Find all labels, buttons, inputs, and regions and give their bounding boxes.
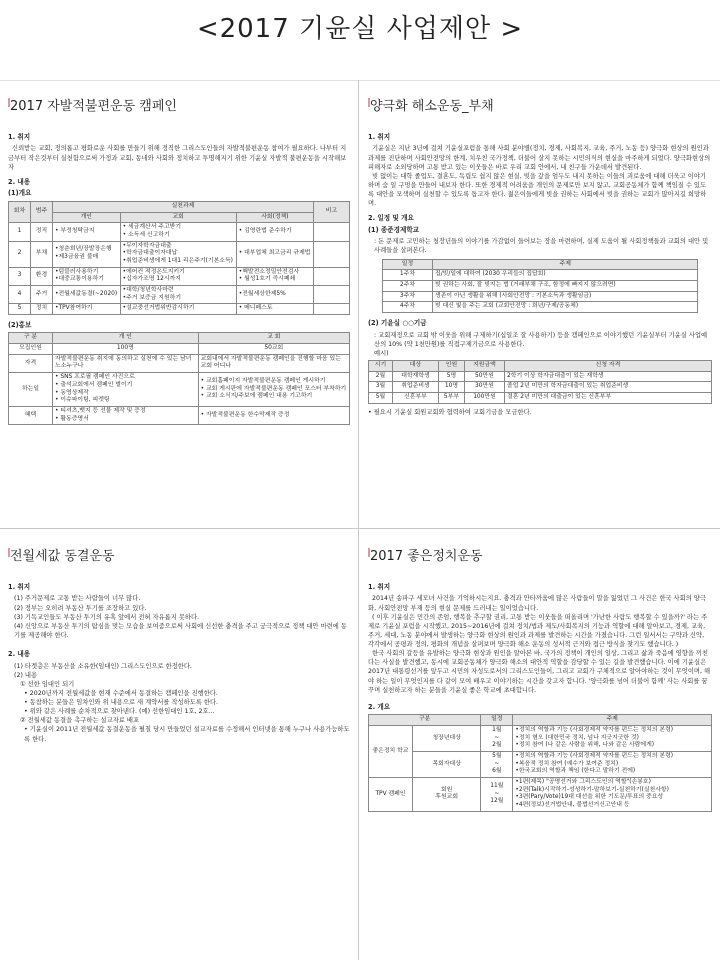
cell: 모집인원 (9, 344, 53, 355)
section-title (8, 548, 350, 567)
col-round: 회차 (9, 201, 31, 222)
cell: 3주차 (383, 291, 433, 302)
cell: • SNS 프로필 캠페인 사진으로 • 출석교회에서 캠페인 벌이기 • 동영상제작 • 이슈파이팅, 피켓팅 (53, 373, 199, 407)
section-title-text: 전월세값 동결운동 (10, 549, 115, 564)
cell: 정치 (31, 304, 53, 315)
cell: •청춘희년/장발장은행 •제3금융권 불매 (53, 241, 121, 267)
cell: 5명 (439, 371, 465, 382)
accent-mark (368, 98, 370, 107)
cell: •전월세값동결(~2020) (53, 285, 121, 303)
list-item: • 위와 같은 사례를 순차적으로 찾아낸다. (예) 선한임대인 1호, 2호... (24, 708, 215, 716)
cell: 5월 (369, 392, 393, 403)
cell: 100만원 (465, 392, 505, 403)
cell (314, 285, 350, 303)
panel-voluntary-inconvenience (8, 98, 350, 522)
cell: •전월세상한제5% (236, 285, 313, 303)
cell: 4 (9, 285, 31, 303)
purpose-text-1: 2014년 송파구 세모녀 사건을 기억하시는지요. 충격과 안타까움에 많은 사람들이 말을 잃었던 그 사건은 한국 사회의 양극화, 사회안전망 부재 등의 현실 문제를 드러내는 일이었습니다. (368, 595, 706, 612)
cell: • 티셔츠,뱃지 등 선물 제작 및 증정 • 활동증명서 (53, 406, 199, 424)
list-item: (4) 신앙으로 부동산 투기의 탐심을 멎는 모습을 보여줌으로써 사회에 신선한 충격을 주고 궁극적으로 정책 대안 마련에 동기를 제공해야 한다. (14, 622, 347, 639)
cell: •핵발전소정밀안전검사 • 월성1호기 즉시폐쇄 (236, 267, 313, 285)
heading-content: 2. 내용 (8, 177, 31, 186)
cell: 2월 (369, 371, 393, 382)
cell: 목회자대상 (413, 752, 481, 778)
table-row (9, 344, 350, 355)
cell: 2학기 이상 학자금대출이 있는 재학생 (505, 371, 712, 382)
cell: • 김영란법 준수하기 (236, 223, 313, 241)
col-period: 시기 (369, 360, 393, 371)
table-row (383, 291, 698, 302)
vertical-divider (358, 80, 359, 960)
col-note: 비고 (314, 201, 350, 222)
list-item: (3) 기독교인들도 부동산 투기의 유혹 앞에서 전혀 자유롭지 못하다. (14, 613, 200, 621)
col-topic: 주제 (433, 259, 698, 270)
cell: 10명 (439, 382, 465, 393)
heading-purpose: 1. 취지 (8, 132, 31, 141)
table-row (369, 392, 712, 403)
cell: 청장년대상 (413, 725, 481, 751)
col-church: 교회 (120, 212, 236, 223)
table-row (9, 267, 350, 285)
list-item: (1) 주거문제로 고통 받는 사람들이 너무 많다. (14, 595, 141, 603)
cell: 1주차 (383, 270, 433, 281)
cell: 50교회 (198, 344, 349, 355)
cell: 취업준비생 (393, 382, 439, 393)
cell (314, 223, 350, 241)
purpose-text-3: 한국 사회의 갈등을 유발하는 양극화 현상과 원인을 알아본 바, 국가의 정책이 개인의 일상, 그리고 삶과 죽음에 영향을 끼친다는 사실을 발견했고, 동시에 교회공동체가 양극화 해소의 대안적 역할을 감당할 수 있는 길을 발견했습니다. 이에 기윤실은 2017년 대통령선거를 앞두고 시민의 자성도로서의 그리스도인들이, 그리고 교회가 구체적으로 알아야하는 것이 무엇이며, 해야 하는 일이 무엇인지를 다 같이 모여 배우고 이야기하는 시간을 갖고자 합니다. '양극화를 넘어 더불어 함께' 사는 사회를 꿈꾸며 실천하고자 하는 분들을 기윤실 좋은 학교에 초대합니다. (368, 650, 711, 694)
cell: • 자발적불편운동 한수막제작 증정 (198, 406, 349, 424)
cell: 환경 (31, 267, 53, 285)
cell: 2 (9, 241, 31, 267)
fund-desc: : 교회재정으로 교회 밖 이웃을 위해 구제하기(십일조 잘 사용하기) 등을 캠페인으로 이야기했던 기윤실부터 기윤실 사업예산의 10% (약 1천만원)를 직접구제기금으로 사용한다. (374, 331, 708, 348)
weekly-schedule-table (382, 259, 698, 313)
section-title-text: 2017 자발적불편운동 캠페인 (10, 99, 177, 114)
col-schedule: 일정 (481, 715, 513, 726)
col-division: 구분 (369, 715, 481, 726)
cell: 1월 ~ 2월 (481, 725, 513, 751)
section-title-text: 양극화 해소운동_부채 (370, 99, 494, 114)
page-title: <2017 기윤실 사업제안 > (196, 14, 524, 44)
cell: TPV 캠페인 (369, 778, 413, 812)
table-row (369, 371, 712, 382)
section-title (368, 98, 712, 117)
col-society: 사회(정책) (236, 212, 313, 223)
list-item: ② 전월세값 동결을 촉구하는 설교자료 배포 (20, 717, 140, 725)
cell: •1편(제목) "공명선거와 그리스도인의 역할"(손봉호) •2편(Talk)시작하기-성성하기-말하보기-실천하기(실천사항) •3편(Pary/Vote)19대 대선을 위한 기도문/투표의 중요성 •4편(정보)선거법안내, 불법선거신고안내 등 (513, 778, 712, 812)
section-title (8, 98, 350, 117)
cell: 5부부 (439, 392, 465, 403)
col-division: 구 분 (9, 333, 53, 344)
cell: 회원 후원교회 (413, 778, 481, 812)
col-individual: 개인 (53, 212, 121, 223)
table-row (9, 373, 350, 407)
col-eligibility: 신청 자격 (505, 360, 712, 371)
list-item: • 2020년까지 전월세값을 현재 수준에서 동결하는 캠페인을 진행한다. (24, 689, 218, 697)
list-item: ① 선한 임대인 되기 (20, 680, 75, 688)
col-schedule: 일정 (383, 259, 433, 270)
cell: 50만원 (465, 371, 505, 382)
support-table (368, 360, 712, 404)
panel-rent-freeze (8, 548, 350, 952)
cell (314, 267, 350, 285)
col-topic: 주제 (513, 715, 712, 726)
cell: 빚 권하는 사회, 잘 빚지는 법 (거래부채 구조, 함정에 빠지지 않으려면) (433, 280, 698, 291)
table-row (369, 752, 712, 778)
cell: 자발적불편운동 취지에 동의하고 실천에 수 있는 남녀노소누구나 (53, 354, 199, 372)
col-target: 대상 (393, 360, 439, 371)
cell: 하는일 (9, 373, 53, 407)
cell: •정치의 역할과 기능 (사회경제적 약자를 펀드는 정치의 본령) •복음적 정치 참여 (예수가 보여준 정치) •한국교회의 역할과 책임 (한다고 말하기 전에) (513, 752, 712, 778)
cell: 졸업 2년 미만의 학자금대출이 있는 취업준비생 (505, 382, 712, 393)
heading-content: 2. 내용 (8, 650, 31, 659)
list-item: • 동참하는 분들은 임차인와 위 내용으로 새 계약서를 작성하도록 한다. (24, 699, 219, 707)
overview-table (8, 201, 350, 315)
heading-purpose: 1. 취지 (368, 582, 391, 591)
cell: 5월 ~ 6월 (481, 752, 513, 778)
cell: 5 (9, 304, 31, 315)
section-title (368, 548, 712, 567)
purpose-text-2: 빚 없이는 대학 졸업도, 결혼도, 독립도 쉽지 않은 현실, 빚을 갚을 엄두도 내지 못하는 이들의 괴로움에 대해 더욱고 이야기하며 숨 일 구멍을 만들어 내보자 한다. 또한 경제적 어려움을 개인의 문제로만 보지 않고, 교회공동체가 함께 책임질 수 있도록 대안을 모색하며 실천할 수 있도록 돕고자 한다. 젊은이들에게 빚을 권하는 사회에서 빚을 권하는 교회가 많아지길 희망하며. (368, 172, 707, 208)
col-count: 인원 (439, 360, 465, 371)
cell: 2주차 (383, 280, 433, 291)
cell: •TPV참여하기 (53, 304, 121, 315)
econ-school-desc: : 돈 문제로 고민하는 청장년들의 이야기를 가감없이 들어보는 장을 마련하며, 실제 도움이 될 사회정책들과 교회의 대안 및 사례들을 살펴본다. (374, 238, 709, 255)
cell: 3월 (369, 382, 393, 393)
table-row (383, 302, 698, 313)
cell: •무이자학자금대출 •학자금대출이자대납 •취업준비생에게 1대1 리은주기(기본소득) (120, 241, 236, 267)
example-label: 예시) (374, 349, 389, 357)
panel-good-politics (368, 548, 712, 956)
col-practice: 실천과제 (53, 201, 314, 212)
accent-mark (8, 98, 10, 107)
cell: 대학재학생 (393, 371, 439, 382)
table-row (369, 725, 712, 751)
heading-econ-school: (1) 종준경제학교 (368, 225, 420, 234)
footnote: • 필요시 기윤실 회원교회와 협력하여 교회기금을 모금한다. (368, 408, 532, 416)
cell: 3 (9, 267, 31, 285)
heading-promotion: (2)홍보 (8, 320, 32, 329)
col-category: 범주 (31, 201, 53, 222)
cell: •에어컨 적정온도지키기 •십자가조명 12시까지 (120, 267, 236, 285)
col-amount: 지원금액 (465, 360, 505, 371)
heading-overview: 2. 개요 (368, 702, 391, 711)
cell: •설교중선거법위반감시하기 (120, 304, 236, 315)
col-church: 교 회 (198, 333, 349, 344)
heading-schedule: 2. 일정 및 개요 (368, 214, 414, 223)
cell: 자격 (9, 354, 53, 372)
cell (314, 304, 350, 315)
cell: • 대부업체 최고금리 규제법 (236, 241, 313, 267)
table-row (369, 778, 712, 812)
cell: 생존이 아닌 생활을 위해 (사회안전망 : 기본소득과 생활임금) (433, 291, 698, 302)
cell: • 세금계산서 주고받기 • 소득세 신고하기 (120, 223, 236, 241)
cell: 결혼 2년 미만의 대출금이 있는 신혼부부 (505, 392, 712, 403)
purpose-text: 신뢰받는 교회, 정의롭고 평화로운 사회를 만들기 위해 정직한 그리스도인들의 자발적불편운동 참여가 필요하다. 나부터 지금부터 작은것부터 실천함으로써 가정과 교회, 동네와 사회와 정치하고 투명해지기 위한 기윤실 자발적 불편운동을 시작해보자 (8, 145, 347, 171)
heading-fund: (2) 기윤실 ○○기금 (368, 318, 427, 327)
cell: 30만원 (465, 382, 505, 393)
table-row (369, 382, 712, 393)
cell: 신혼부부 (393, 392, 439, 403)
heading-purpose: 1. 취지 (8, 582, 31, 591)
cell: 빚 대신 빛을 주는 교회 (교회안전망 : 희년/구제/공동체) (433, 302, 698, 313)
purpose-text-1: 기윤실은 지난 3년에 걸쳐 기윤실포럼을 통해 사회 분야별(정치, 경제, 사회복지, 교육, 주거, 노동 등) 양극화 현상의 원인과 과제를 진단하며 사회안전망의 한계, 치우친 국가정책, 더불어 살지 못하는 시민의식의 현실을 마주하게 되었다. 양극화현상의 피해자로 소외당하며 고통 받고 있는 이웃들은 바로 우리 교회 안에서, 내 친구들 가운데서 발견된다. (368, 145, 711, 171)
politics-overview-table (368, 714, 712, 811)
table-row (9, 354, 350, 372)
accent-mark (368, 548, 370, 557)
table-row (9, 223, 350, 241)
heading-overview: (1)개요 (8, 189, 32, 198)
cell: 주거 (31, 285, 53, 303)
cell: 11월 ~ 12월 (481, 778, 513, 812)
section-title-text: 2017 좋은정치운동 (370, 549, 483, 564)
table-row (9, 285, 350, 303)
cell: 집/빚/일에 대하여 (2030 우리들의 집답회) (433, 270, 698, 281)
cell: 4주차 (383, 302, 433, 313)
cell: •정치의 역할과 기능 (사회경제적 약자를 펀드는 정치의 본령) •정치 혐오 (대한민국 정치, 넘나 지긋지긋한 것) •정치 참여 (나 같은 사람을 위해, 나와 같은 사람에게) (513, 725, 712, 751)
cell: 1 (9, 223, 31, 241)
horizontal-divider (0, 528, 720, 529)
table-row (383, 280, 698, 291)
cell: 교회내에서 자발적불편운동 캠페인을 진행할 마음 있는 교회 어디나 (198, 354, 349, 372)
list-item: • 기윤실이 2011년 전월세값 동결운동을 펼칠 당시 만들었던 설교자료를 수정해서 인터넷을 통해 누구나 사용가능하도록 한다. (24, 726, 350, 743)
cell (314, 241, 350, 267)
table-row (9, 304, 350, 315)
list-item: (2) 내용 (14, 671, 38, 679)
cell: 정직 (31, 223, 53, 241)
cell: 좋은정치 학교 (369, 725, 413, 777)
cell: 혜택 (9, 406, 53, 424)
cell: • 메니페스토 (236, 304, 313, 315)
cell: • 교회홈페이지 자발적불편운동 캠페인 게시하기 • 교회 게시판에 자발적불편운동 캠페인 포스터 부착하기 • 교회 소식지/주보에 캠페인 내용 기고하기 (198, 373, 349, 407)
cell: •대학/청년학사마련 •주거 보증금 지원하기 (120, 285, 236, 303)
table-row (9, 406, 350, 424)
heading-purpose: 1. 취지 (368, 132, 391, 141)
promotion-table (8, 332, 350, 425)
list-item: (2) 정부는 오히려 부동산 투기를 조장하고 있다. (14, 604, 147, 612)
purpose-text-2: ( 이후 기윤실은 민간의 존엄, 행복을 추구할 권리, 고통 받는 이웃들을 떠올리며 '가난한 사람도 행복할 수 있을까?' 라는 주제로 기윤실 포럼을 시작했고, 2015~2016년에 걸쳐 정치/법과 제도/사회복지의 기능과 역할에 대해 알아보고, 경제, 교육, 주거, 세대, 노동 분야에서 발생하는 양극화 현상의 원인과 과제를 발견하는 시간을 가졌습니다. 그런 일서서는 구약과 신약, 각각에서 공평과 정의, 평화의 개념을 살펴보며 양극화 해소 운동의 성서적 근거와 접근 방식을 찾기도 했습니다. ) (368, 613, 708, 649)
top-divider (0, 80, 720, 81)
col-person: 개 인 (53, 333, 199, 344)
list-item: (1) 타겟층은 부동산을 소유한(임대인) 그리스도인으로 한정한다. (14, 662, 192, 670)
table-row (9, 241, 350, 267)
table-row (383, 270, 698, 281)
cell: 부채 (31, 241, 53, 267)
cell: •텀블러사용하기 •대중교통이용하기 (53, 267, 121, 285)
accent-mark (8, 548, 10, 557)
cell: 100명 (53, 344, 199, 355)
cell: • 부정청탁금지 (53, 223, 121, 241)
panel-polarization-debt (368, 98, 712, 522)
